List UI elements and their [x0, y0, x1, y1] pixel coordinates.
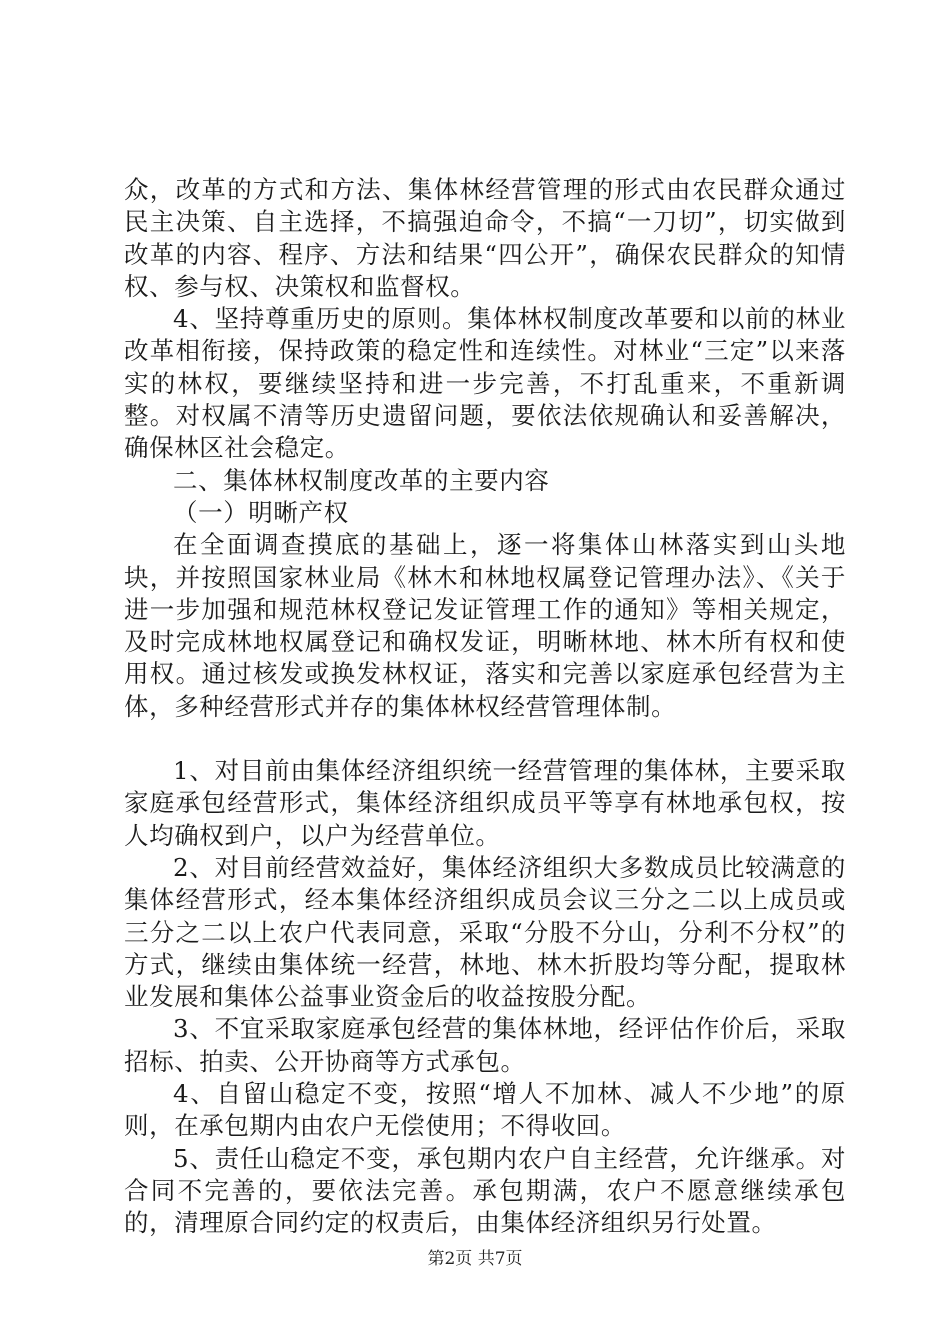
paragraph-item-3: 3、不宜采取家庭承包经营的集体林地，经评估作价后，采取招标、拍卖、公开协商等方式承包。 [124, 1014, 846, 1076]
paragraph-continuation: 众，改革的方式和方法、集体林经营管理的形式由农民群众通过民主决策、自主选择，不搞强迫命令，不搞“一刀切”，切实做到改革的内容、程序、方法和结果“四公开”，确保农民群众的知情权、参与权、决策权和监督权。 [124, 175, 846, 301]
paragraph-clarify-property: 在全面调查摸底的基础上，逐一将集体山林落实到山头地块，并按照国家林业局《林木和林地权属登记管理办法》、《关于进一步加强和规范林权登记发证管理工作的通知》等相关规定，及时完成林地权属登记和确权发证，明晰林地、林木所有权和使用权。通过核发或换发林权证，落实和完善以家庭承包经营为主体，多种经营形式并存的集体林权经营管理体制。 [124, 530, 846, 721]
document-body [124, 174, 846, 1240]
page-number-footer: 第2页 共7页 [427, 1249, 523, 1269]
paragraph-principle-4: 4、坚持尊重历史的原则。集体林权制度改革要和以前的林业改革相衔接，保持政策的稳定性和连续性。对林业“三定”以来落实的林权，要继续坚持和进一步完善，不打乱重来，不重新调整。对权属不清等历史遗留问题，要依法依规确认和妥善解决，确保林区社会稳定。 [124, 304, 846, 463]
paragraph-item-2: 2、对目前经营效益好，集体经济组织大多数成员比较满意的集体经营形式，经本集体经济组织成员会议三分之二以上成员或三分之二以上农户代表同意，采取“分股不分山，分利不分权”的方式，继续由集体统一经营，林地、林木折股均等分配，提取林业发展和集体公益事业资金后的收益按股分配。 [124, 852, 846, 1012]
paragraph-item-5: 5、责任山稳定不变，承包期内农户自主经营，允许继承。对合同不完善的，要依法完善。承包期满，农户不愿意继续承包的，清理原合同约定的权责后，由集体经济组织另行处置。 [124, 1143, 846, 1238]
paragraph-item-1: 1、对目前由集体经济组织统一经营管理的集体林，主要采取家庭承包经营形式，集体经济组织成员平等享有林地承包权，按人均确权到户，以户为经营单位。 [124, 756, 846, 850]
subsection-heading-clarify-property: （一）明晰产权 [173, 497, 349, 527]
paragraph-item-4: 4、自留山稳定不变，按照“增人不加林、减人不少地”的原则，在承包期内由农户无偿使用；不得收回。 [124, 1079, 846, 1141]
section-heading-main-content: 二、集体林权制度改革的主要内容 [173, 465, 550, 495]
paragraph-gap [124, 723, 846, 755]
